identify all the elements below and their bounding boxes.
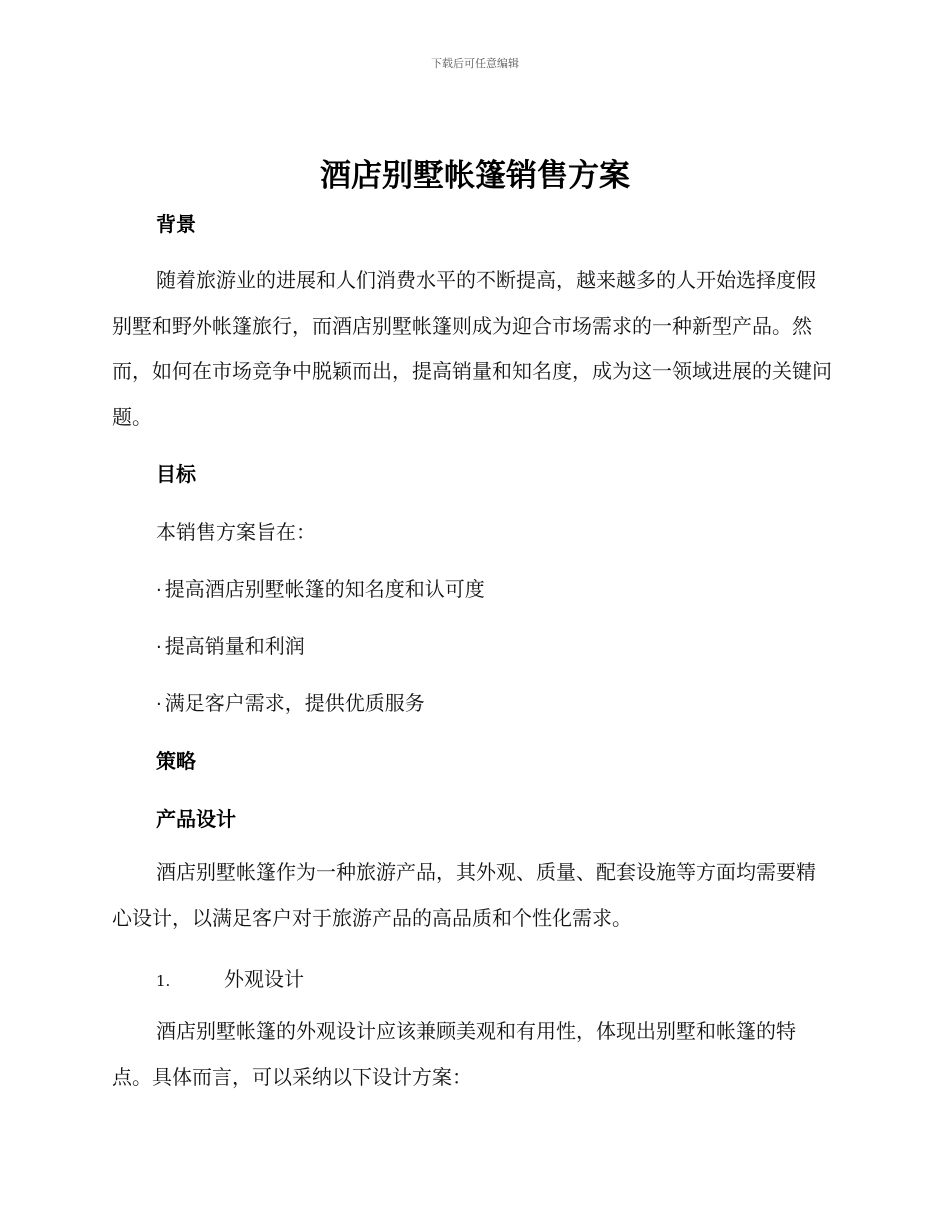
- bullet-icon: ·: [156, 580, 162, 601]
- goal-item-text: 提高酒店别墅帐篷的知名度和认可度: [164, 577, 485, 601]
- section-heading-goal: 目标: [156, 462, 196, 486]
- item-number: 1.: [156, 972, 171, 990]
- goal-item-text: 提高销量和利润: [164, 634, 305, 658]
- bullet-icon: ·: [156, 637, 162, 658]
- item-label: 外观设计: [224, 967, 304, 991]
- appearance-paragraph: 酒店别墅帐篷的外观设计应该兼顾美观和有用性，体现出别墅和帐篷的特点。具体而言，可以采纳以下设计方案：: [112, 1019, 796, 1089]
- product-design-paragraph: 酒店别墅帐篷作为一种旅游产品，其外观、质量、配套设施等方面均需要精心设计，以满足客户对于旅游产品的高品质和个性化需求。: [112, 860, 816, 930]
- page-header-note: 下载后可任意编辑: [431, 57, 519, 70]
- goal-bullet-item: [156, 630, 305, 659]
- subsection-heading-product-design: 产品设计: [156, 807, 236, 831]
- goal-intro: 本销售方案旨在：: [156, 520, 316, 544]
- goal-bullet-item: [156, 573, 485, 602]
- goal-bullet-item: [156, 687, 425, 716]
- bullet-icon: ·: [156, 694, 162, 715]
- background-paragraph: 随着旅游业的进展和人们消费水平的不断提高，越来越多的人开始选择度假别墅和野外帐篷旅行，而酒店别墅帐篷则成为迎合市场需求的一种新型产品。然而，如何在市场竞争中脱颖而出，提高销量和知名度，成为这一领域进展的关键问题。: [112, 268, 832, 429]
- numbered-item-appearance: [156, 963, 304, 992]
- section-heading-background: 背景: [156, 212, 196, 236]
- goal-item-text: 满足客户需求，提供优质服务: [164, 691, 425, 715]
- section-heading-strategy: 策略: [156, 749, 196, 773]
- document-title: 酒店别墅帐篷销售方案: [320, 158, 630, 194]
